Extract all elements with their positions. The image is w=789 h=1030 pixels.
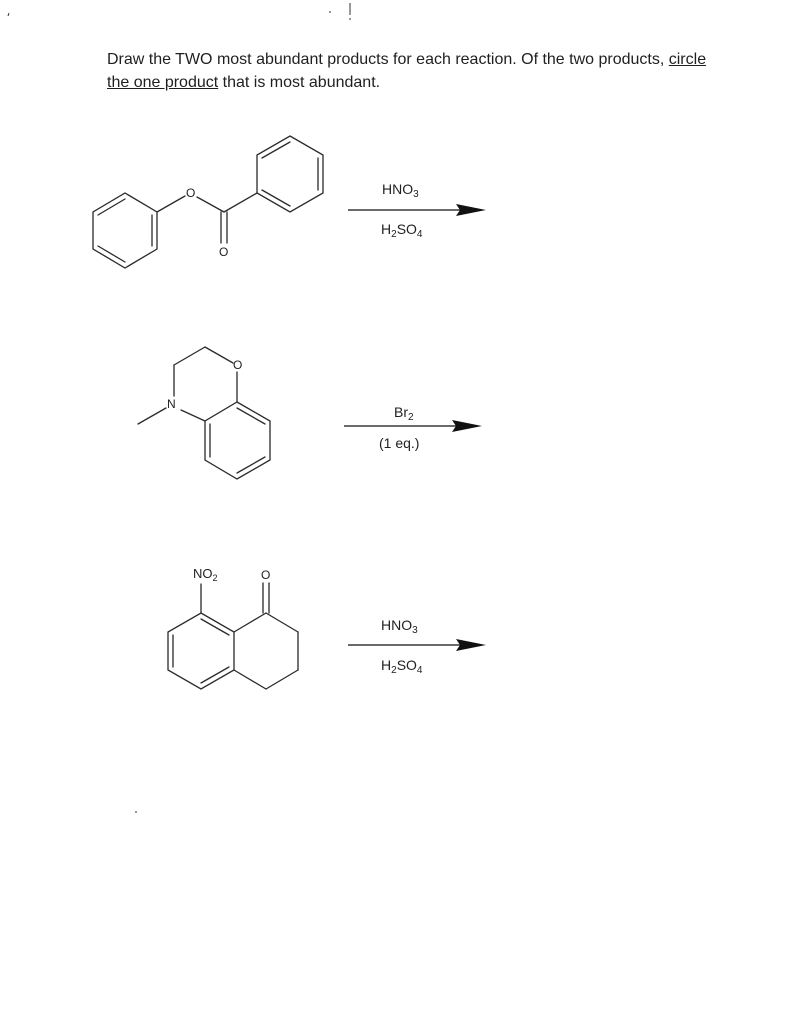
reagent-above-1: $HNO_3$ [382,181,419,200]
instructions-part2: that is most abundant. [218,74,381,91]
instructions-the-one-product: the one product [107,74,219,91]
bond-carbonyl-ch2 [266,613,298,632]
bond-ch2-aryl [234,670,266,689]
molecule-phenyl-benzoate [93,136,323,268]
reagent-above-2: $Br_2$ [394,404,414,423]
bond-ch2-o [205,347,233,363]
instructions-circle: circle [668,51,707,68]
bond-n-aryl [181,410,205,421]
atom-label-carbonyl-o: O [219,245,229,259]
atom-label-ketone-o: O [261,568,271,582]
substituent-no2: $NO_2$ [193,566,218,583]
reagent-above-3: $HNO_3$ [381,617,418,636]
bond-ring-carbonyl [234,613,266,632]
bond-ch2-ch2-b [266,670,298,689]
bond-aryl-o [157,196,185,212]
benzene-ring-tetralone [168,613,234,689]
atom-label-ring-o: O [233,358,243,372]
bond-carbonyl-aryl [224,193,257,212]
instructions-part1: Draw the TWO most abundant products for each reaction. Of the two products, [107,51,669,68]
reagent-below-3: $H_2SO_4$ [381,657,423,676]
molecule-n-methyl-benzoxazine [138,347,270,479]
reaction-1 [93,136,486,268]
reagent-below-2: (1 eq.) [379,435,420,451]
benzene-ring-left [93,193,157,268]
bond-ch2-ch2 [174,347,205,365]
scan-marks [8,3,351,812]
reagent-below-1: $H_2SO_4$ [381,221,423,240]
reaction-arrow-3 [348,639,486,651]
atom-label-ester-o: O [186,186,196,200]
benzene-ring-right [257,136,323,212]
molecule-nitro-tetralone [168,566,298,689]
bond-o-carbonyl [197,197,224,212]
atom-label-ring-n: N [167,397,176,411]
reaction-3 [168,566,486,689]
benzene-ring-fused [205,402,270,479]
reaction-2 [138,347,482,479]
bond-n-methyl [138,408,166,424]
reaction-arrow-1 [348,204,486,216]
